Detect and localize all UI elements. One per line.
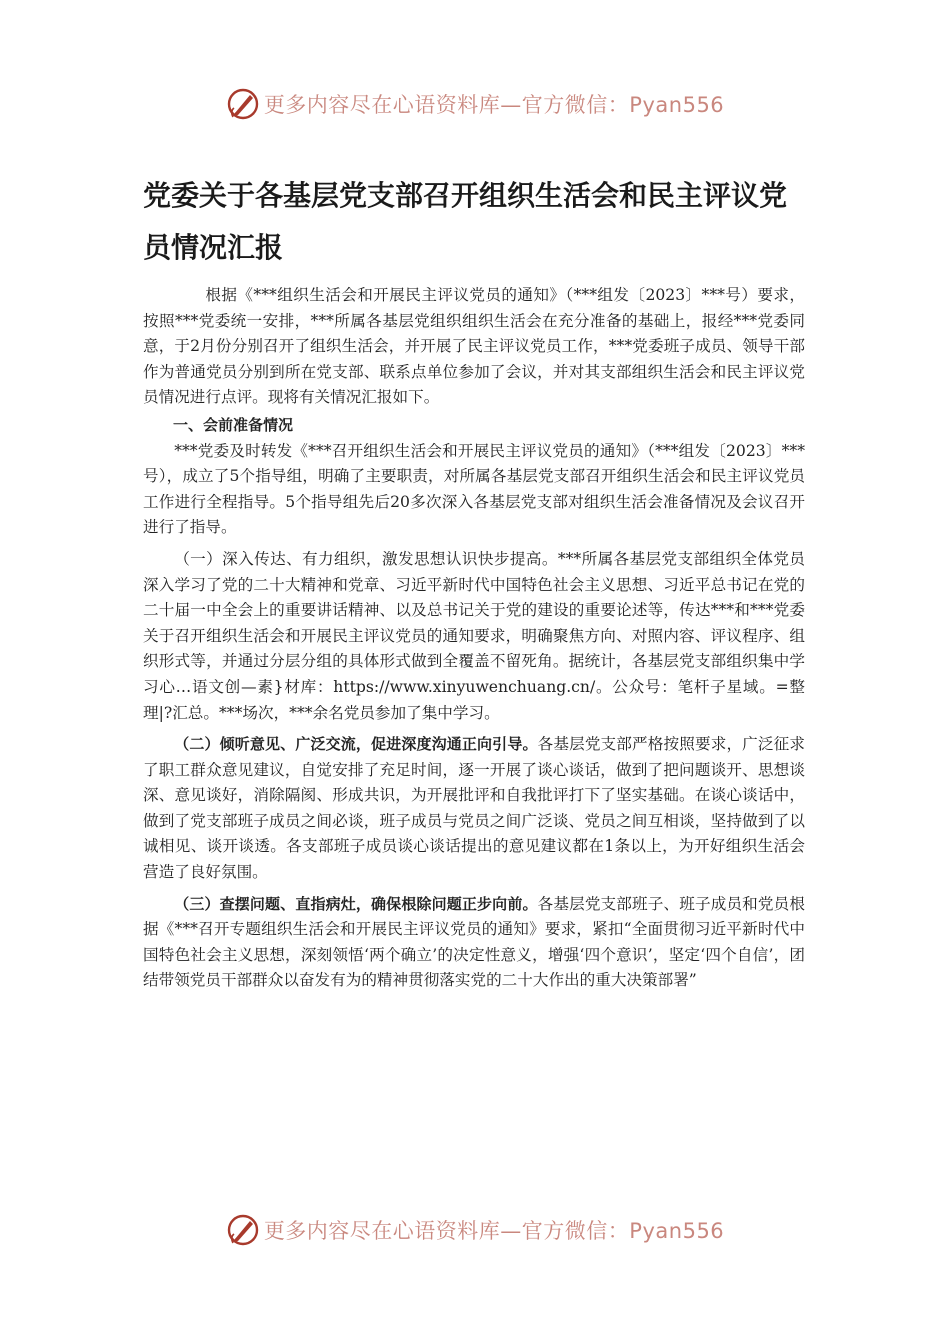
section-paragraph: ***党委及时转发《***召开组织生活会和开展民主评议党员的通知》（***组发〔2023〕***号），成立了5个指导组，明确了主要职责，对所属各基层党支部召开组织生活会和民主评议党员工作进行全程指导。5个指导组先后20多次深入各基层党支部对组织生活会准备情况及会议召开进行了指导。	[143, 441, 805, 537]
pen-circle-logo-icon	[226, 87, 260, 121]
item-lead-3: （三）查摆问题、直指病灶，确保根除问题正步向前。	[174, 894, 538, 913]
item-paragraph-1	[143, 547, 805, 726]
item-body-1: ***所属各基层党支部组织全体党员深入学习了党的二十大精神和党章、习近平新时代中国特色社会主义思想、习近平总书记在党的二十届一中全会上的重要讲话精神、以及总书记关于党的建设的重要论述等，传达***和***党委关于召开组织生活会和开展民主评议党员的通知要求，明确聚焦方向、对照内容、评议程序、组织形式等，并通过分层分组的具体形式做到全覆盖不留死角。据统计，各基层党支部组织集中学习心…语文创—素}材库：https://www.xinyuwenchuang.cn/。公众号：笔杆子星域。=整理|?汇总。***场次，***余名党员参加了集中学习。	[143, 549, 805, 722]
item-lead-1: （一）深入传达、有力组织，激发思想认识快步提高。	[174, 549, 558, 568]
watermark-text: 更多内容尽在心语资料库—官方微信：Pyan556	[263, 1219, 725, 1243]
document-body	[143, 283, 805, 994]
header-watermark-banner	[0, 84, 950, 124]
item-paragraph-3	[143, 892, 805, 994]
section-heading: 一、会前准备情况	[173, 415, 294, 434]
pen-circle-logo-icon	[226, 1213, 260, 1247]
intro-paragraph: 根据《***组织生活会和开展民主评议党员的通知》（***组发〔2023〕***号）要求，按照***党委统一安排，***所属各基层党组织组织生活会在充分准备的基础上，报经***党委同意，于2月份分别召开了组织生活会，并开展了民主评议党员工作，***党委班子成员、领导干部作为普通党员分别到所在党支部、联系点单位参加了会议，并对其支部组织生活会和民主评议党员情况进行点评。现将有关情况汇报如下。	[143, 286, 805, 407]
footer-watermark-banner	[0, 1210, 950, 1250]
watermark-text: 更多内容尽在心语资料库—官方微信：Pyan556	[263, 93, 725, 117]
document-title: 党委关于各基层党支部召开组织生活会和民主评议党员情况汇报	[143, 179, 788, 264]
item-lead-2: （二）倾听意见、广泛交流，促进深度沟通正向引导。	[174, 735, 538, 754]
item-paragraph-2	[143, 732, 805, 886]
item-body-3: 各基层党支部班子、班子成员和党员根据《***召开专题组织生活会和开展民主评议党员的通知》要求，紧扣“全面贯彻习近平新时代中国特色社会主义思想，深刻领悟‘两个确立’的决定性意义，增强‘四个意识’，坚定‘四个自信’，团结带领党员干部群众以奋发有为的精神贯彻落实党的二十大作出的重大决策部署”	[143, 894, 805, 990]
item-body-2: 各基层党支部严格按照要求，广泛征求了职工群众意见建议，自觉安排了充足时间，逐一开展了谈心谈话，做到了把问题谈开、思想谈深、意见谈好，消除隔阂、形成共识，为开展批评和自我批评打下了坚实基础。在谈心谈话中，做到了党支部班子成员之间必谈，班子成员与党员之间广泛谈、党员之间互相谈，坚持做到了以诚相见、谈开谈透。各支部班子成员谈心谈话提出的意见建议都在1条以上，为开好组织生活会营造了良好氛围。	[143, 735, 805, 882]
